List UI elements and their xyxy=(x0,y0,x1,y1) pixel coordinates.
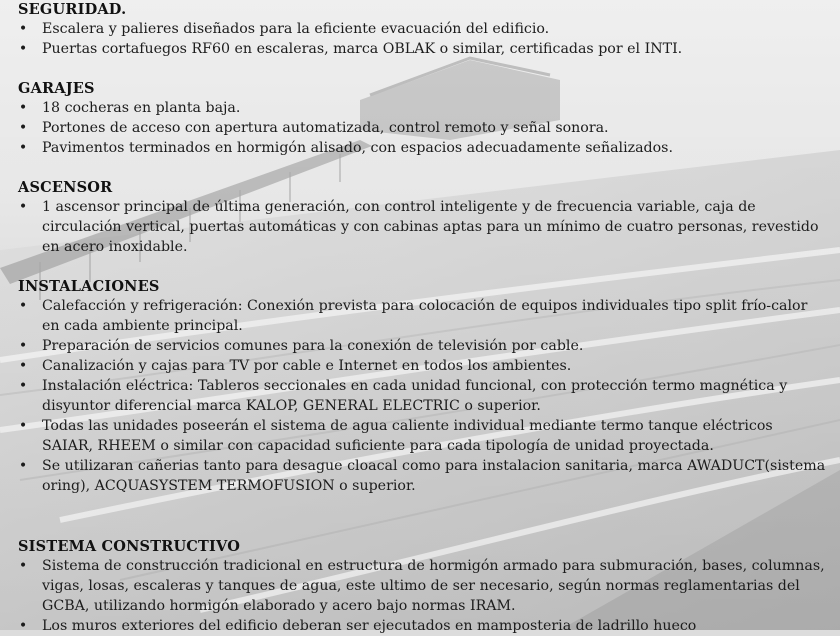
section-instalaciones xyxy=(18,277,828,496)
list-item xyxy=(18,416,828,456)
list-item xyxy=(18,376,828,416)
list-item xyxy=(18,197,828,257)
bullet-icon: • xyxy=(18,298,28,314)
list-item-text: Todas las unidades poseerán el sistema de agua caliente individual mediante termo tanque eléctricos SAIAR, RHEEM o similar con capacidad suficiente para cada tipología de unidad proyectada. xyxy=(42,418,773,454)
list-item-text: Portones de acceso con apertura automatizada, control remoto y señal sonora. xyxy=(42,120,609,136)
list-item-text: Calefacción y refrigeración: Conexión prevista para colocación de equipos individuales tipo split frío-calor en cada ambiente principal. xyxy=(42,298,808,334)
section-garajes xyxy=(18,79,828,158)
list-item xyxy=(18,456,828,496)
list-item-text: 18 cocheras en planta baja. xyxy=(42,100,241,116)
list-item-text: Sistema de construcción tradicional en estructura de hormigón armado para submuración, bases, columnas, vigas, losas, escaleras y tanques de agua, este ultimo de ser necesario, según normas reglamentarias del GCBA, utilizando hormigón elaborado y acero bajo normas IRAM. xyxy=(42,558,825,614)
list-item xyxy=(18,296,828,336)
section-sistema-constructivo xyxy=(18,537,828,636)
list-item xyxy=(18,98,828,118)
list-item-text: Los muros exteriores del edificio deberan ser ejecutados en mamposteria de ladrillo hueco xyxy=(42,618,697,634)
list-item-text: Instalación eléctrica: Tableros seccionales en cada unidad funcional, con protección termo magnética y disyuntor diferencial marca KALOP, GENERAL ELECTRIC o superior. xyxy=(42,378,788,414)
list-item xyxy=(18,336,828,356)
list-item-text: Se utilizaran cañerias tanto para desague cloacal como para instalacion sanitaria, marca AWADUCT(sistema oring), ACQUASYSTEM TERMOFUSION o superior. xyxy=(42,458,826,494)
section-heading: INSTALACIONES xyxy=(18,278,160,295)
list-item xyxy=(18,556,828,616)
bullet-icon: • xyxy=(18,120,28,136)
bullet-list xyxy=(18,19,828,59)
list-item xyxy=(18,356,828,376)
list-item xyxy=(18,19,828,39)
section-heading: GARAJES xyxy=(18,80,95,97)
bullet-icon: • xyxy=(18,358,28,374)
bullet-list xyxy=(18,197,828,257)
bullet-icon: • xyxy=(18,418,28,434)
bullet-icon: • xyxy=(18,199,28,215)
bullet-icon: • xyxy=(18,618,28,634)
section-ascensor xyxy=(18,178,828,257)
list-item xyxy=(18,39,828,59)
bullet-icon: • xyxy=(18,140,28,156)
list-item-text: Preparación de servicios comunes para la conexión de televisión por cable. xyxy=(42,338,584,354)
list-item-text: Puertas cortafuegos RF60 en escaleras, marca OBLAK o similar, certificadas por el INTI. xyxy=(42,41,683,57)
bullet-icon: • xyxy=(18,21,28,37)
list-item-text: Escalera y palieres diseñados para la eficiente evacuación del edificio. xyxy=(42,21,550,37)
section-heading: ASCENSOR xyxy=(18,179,113,196)
list-item xyxy=(18,118,828,138)
bullet-icon: • xyxy=(18,100,28,116)
list-item xyxy=(18,138,828,158)
list-item-text: Pavimentos terminados en hormigón alisado, con espacios adecuadamente señalizados. xyxy=(42,140,673,156)
section-seguridad xyxy=(18,0,828,59)
list-item-text: 1 ascensor principal de última generación, con control inteligente y de frecuencia variable, caja de circulación vertical, puertas automáticas y con cabinas aptas para un mínimo de cuatro personas, revestido en acero inoxidable. xyxy=(42,199,819,255)
bullet-icon: • xyxy=(18,558,28,574)
bullet-list xyxy=(18,296,828,496)
section-heading: SISTEMA CONSTRUCTIVO xyxy=(18,538,241,555)
bullet-icon: • xyxy=(18,338,28,354)
section-heading: SEGURIDAD. xyxy=(18,1,127,18)
list-item-text: Canalización y cajas para TV por cable e Internet en todos los ambientes. xyxy=(42,358,572,374)
bullet-list xyxy=(18,556,828,636)
list-item xyxy=(18,616,828,636)
bullet-icon: • xyxy=(18,378,28,394)
bullet-icon: • xyxy=(18,458,28,474)
bullet-icon: • xyxy=(18,41,28,57)
bullet-list xyxy=(18,98,828,158)
